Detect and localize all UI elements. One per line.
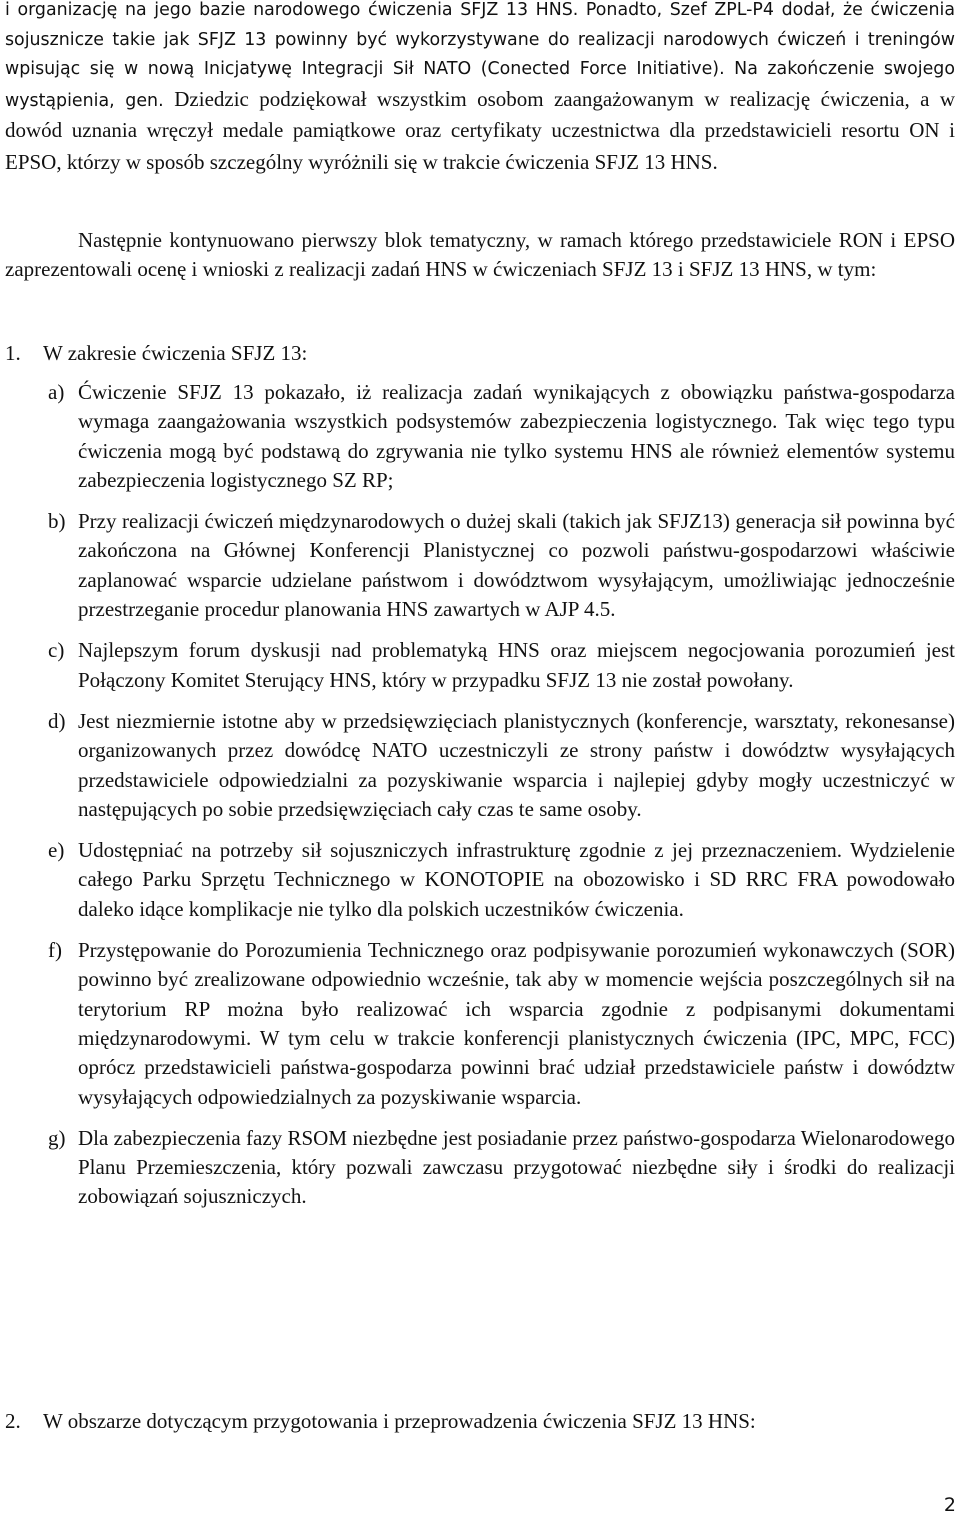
section-2-number: 2. (5, 1409, 21, 1433)
intro-text-serif: Dziedzic podziękował wszystkim osobom zaangażowanym w realizację ćwiczenia, a w dowód uznania wręczył medale pamiątkowe oraz certyfikaty uczestnictwa dla przedstawicieli resortu ON i EPSO, którzy w sposób szczególny wyróżnili się w trakcie ćwiczenia SFJZ 13 HNS. (5, 86, 955, 174)
list-item-label: e) (48, 838, 65, 863)
intro-paragraph (5, 0, 955, 179)
list-item-text: Najlepszym forum dyskusji nad problematyką HNS oraz miejscem negocjowania porozumień jest Połączony Komitet Sterujący HNS, który w przypadku SFJZ 13 nie został powołany. (78, 638, 955, 692)
section-2-heading (5, 1407, 955, 1436)
list-item (5, 507, 955, 624)
list-item-label: g) (48, 1125, 66, 1150)
list-item-text: Dla zabezpieczenia fazy RSOM niezbędne jest posiadanie przez państwo-gospodarza Wielonarodowego Planu Przemieszczenia, który pozwali zawczasu przygotować niezbędne siły i środki do realizacji zobowiązań sojuszniczych. (78, 1125, 955, 1209)
list-item-text: Ćwiczenie SFJZ 13 pokazało, iż realizacja zadań wynikających z obowiązku państwa-gospodarza wymaga zaangażowania wszystkich podsystemów zabezpieczenia logistycznego. Tak więc tego typu ćwiczenia mogą być podstawą do zgrywania nie tylko systemu HNS ale również elementów systemu zabezpieczenia logistycznego SZ RP; (78, 380, 955, 492)
list-item (5, 1124, 955, 1212)
list-item-text: Jest niezmiernie istotne aby w przedsięwzięciach planistycznych (konferencje, warsztaty, rekonesanse) organizowanych przez dowódcę NATO uczestniczyli ze strony państw i dowództw wysyłających przedstawiciele odpowiedzialni za pozyskiwanie wsparcia i najlepiej gdyby mogły uczestniczyć w następujących po sobie przedsięwzięciach cały czas te same osoby. (78, 708, 955, 821)
section-1-number: 1. (5, 341, 21, 365)
findings-list (5, 378, 955, 1224)
list-item-text: Przy realizacji ćwiczeń międzynarodowych o dużej skali (takich jak SFJZ13) generacja sił powinna być zakończona na Głównej Konferencji Planistycznej co pozwoli państwu-gospodarzowi właściwie zaplanować wsparcie udzielane państwom i dowództwom wysyłającym, umożliwiając jednocześnie przestrzeganie procedur planowania HNS zawartych w AJP 4.5. (78, 509, 955, 622)
list-item-label: f) (48, 938, 62, 963)
list-item (5, 707, 955, 824)
intro-text-sans: i organizację na jego bazie narodowego ćwiczenia SFJZ 13 HNS. Ponadto, Szef ZPL-P4 dodał, że ćwiczenia sojusznicze takie jak SFJZ 13 powinny być wykorzystywane do realizacji narodowych ćwiczeń i treningów wpisując się w nową Inicjatywę Integracji Sił NATO (Conected Force Initiative). Na zakończenie swojego wystąpienia, gen. (5, 0, 955, 111)
page-number: 2 (943, 1494, 956, 1516)
section-1-title: W zakresie ćwiczenia SFJZ 13: (43, 341, 308, 365)
section-2-title: W obszarze dotyczącym przygotowania i przeprowadzenia ćwiczenia SFJZ 13 HNS: (43, 1409, 756, 1433)
list-item (5, 636, 955, 695)
list-item (5, 836, 955, 924)
list-item (5, 936, 955, 1112)
list-item (5, 378, 955, 495)
block-paragraph: Następnie kontynuowano pierwszy blok tematyczny, w ramach którego przedstawiciele RON i EPSO zaprezentowali ocenę i wnioski z realizacji zadań HNS w ćwiczeniach SFJZ 13 i SFJZ 13 HNS, w tym: (5, 228, 955, 282)
list-item-label: a) (48, 380, 65, 404)
list-item-label: b) (48, 509, 66, 534)
list-item-text: Przystępowanie do Porozumienia Technicznego oraz podpisywanie porozumień wykonawczych (SOR) powinno być zrealizowane odpowiednio wcześnie, tak aby w momencie wejścia poszczególnych sił na terytorium RP można było realizować ich wsparcia zgodnie z podpisanymi dokumentami międzynarodowymi. W tym celu w trakcie konferencji planistycznych ćwiczenia (IPC, MPC, FCC) oprócz przedstawicieli państwa-gospodarza powinni brać udział przedstawiciele państw i dowództw wysyłających odpowiedzialnych za pozyskiwanie wsparcia. (78, 938, 955, 1109)
list-item-text: Udostępniać na potrzeby sił sojuszniczych infrastrukturę zgodnie z jej przeznaczeniem. Wydzielenie całego Parku Sprzętu Technicznego w KONOTOPIE na obozowisko i SD RRC FRA powodowało daleko idące komplikacje nie tylko dla polskich uczestników ćwiczenia. (78, 838, 955, 921)
section-1-heading (5, 339, 955, 368)
list-item-label: d) (48, 708, 66, 733)
list-item-label: c) (48, 638, 65, 663)
